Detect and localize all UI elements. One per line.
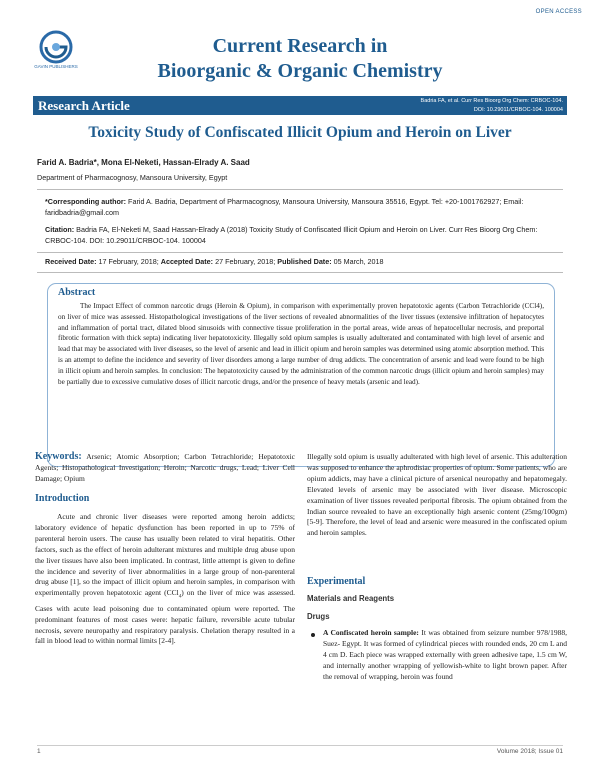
heroin-sample-text: It was obtained from seizure number 978/1988, Suez- Egypt. It was formed of cylindrical pieces with rounded ends, 20 cm L and 4 cm D. Each piece was wrapped externally with green adhesive tape, 1.5 cm W, and internally another wrapping of yellowish-white to light brown paper. After the removal of wrapping, heroin was found — [323, 628, 567, 681]
open-access-badge: OPEN ACCESS — [535, 9, 582, 15]
header-citation-line1: Badria FA, et al. Curr Res Bioorg Org Chem: CRBOC-104. — [420, 98, 563, 104]
corresponding-label: *Corresponding author: — [45, 197, 127, 206]
right-column-paragraph: Illegally sold opium is usually adulterated with high level of arsenic. This adulteration was supposed to enhance the aphrodisiac properties of opium. Some patients, who are opium addicts, may have a clinical picture of arsenical neuropathy and hepatomegaly. Elevated levels of arsenic may be associated with liver disease. Microscopic examination of liver tissues revealed periportal fibrosis. The opium obtained from the Indian source revealed to have an exceptionally high arsenic content (25mg/100gm) [5-9]. Therefore, the level of lead and arsenic were measured in the confiscated opium and heroin samples. — [307, 452, 567, 538]
experimental-heading: Experimental — [307, 576, 366, 587]
citation-block — [45, 224, 565, 246]
article-title: Toxicity Study of Confiscated Illicit Opium and Heroin on Liver — [88, 124, 512, 141]
drugs-heading: Drugs — [307, 612, 330, 621]
journal-title-line1: Current Research in — [212, 35, 388, 57]
header-citation — [421, 97, 563, 115]
intro-text-b: ) on the liver of mice was assessed. Cases with acute lead poisoning due to contaminated opium were reported. The predominant features of most cases were: hepatic failure, reversible acute tubular necrosis, severe neuropathy and respiratory paralysis. Chelation therapy resulted in a fall in blood lead to within normal limits [2-4]. — [35, 588, 295, 646]
divider — [37, 272, 563, 273]
affiliation: Department of Pharmacognosy, Mansoura University, Egypt — [37, 173, 228, 182]
introduction-paragraph — [35, 512, 295, 647]
abstract-text: The Impact Effect of common narcotic drugs (Heroin & Opium), in comparison with experimentally proven hepatotoxic agents (Carbon Tetrachloride (CCl4), on liver of mice was assessed. Histopathological investigations of the liver sections of revealed abnormalities of the liver tissues (extensive infiltration of hepatocytes and inflammation of portal tract, dilated blood sinusoids with connective tissue proliferation in the portal areas, wide areas of hepatocellular necrosis, and preportal fibrotic formation with thick septa) indicating liver hepatotoxicity. Illegally sold opium samples is usually adulterated and contaminated with high level of arsenic and lead that may be associated with liver diseases, so the level of arsenic and lead in illicit opium and heroin samples was determined using atomic absorption method. This is an attempt to define the incidence and severity of liver disorders among a large number of drug addicts. The concentration of arsenic and lead were found to be high in illicit opium and heroin samples. In conclusion: The hepatotoxicity caused by the administration of the common narcotic drugs (illicit opium and heroin samples) may be partially due to excessive cumulative doses of illicit narcotic drugs, and/or the presence of heavy metals (arsenic and lead). — [58, 302, 544, 386]
divider — [37, 252, 563, 253]
intro-subscript: 4 — [178, 594, 182, 600]
heroin-sample-label: A Confiscated heroin sample: — [323, 628, 419, 637]
article-dates — [45, 257, 384, 266]
publisher-name: GAVIN PUBLISHERS — [34, 64, 78, 69]
citation-label: Citation: — [45, 225, 75, 234]
published-label: Published Date: — [277, 257, 332, 266]
author-list: Farid A. Badria*, Mona El-Neketi, Hassan-Elrady A. Saad — [37, 158, 250, 167]
keywords-text: Arsenic; Atomic Absorption; Carbon Tetrachloride; Hepatotoxic Agents; Histopathological Investigation; Heroin; Narcotic drugs, Lead; Liver Cell Damage; Opium — [35, 452, 295, 483]
header-citation-line2[interactable]: DOI: 10.29011/CRBOC-104. 100004 — [473, 107, 563, 113]
introduction-heading: Introduction — [35, 493, 90, 504]
accepted-label: Accepted Date: — [160, 257, 214, 266]
bullet-icon — [311, 633, 315, 637]
keywords-label: Keywords: — [35, 451, 82, 462]
divider — [37, 189, 563, 190]
heroin-sample-item — [323, 628, 567, 683]
article-type-label: Research Article — [38, 98, 130, 113]
page-number: 1 — [37, 748, 41, 755]
volume-info: Volume 2018; Issue 01 — [496, 748, 563, 755]
corresponding-author — [45, 196, 565, 218]
keywords — [35, 452, 295, 485]
abstract-heading: Abstract — [58, 287, 96, 298]
intro-text-a: Acute and chronic liver diseases were reported among heroin addicts; laboratory evidence of hepatic dysfunction has been reported in up to 75% of parenteral heroin users. The cause has usually been related to viral hepatitis. Other factors, such as the effect of heroin adulterant mixtures and multiple drug abuse upon the liver tissues have also been implicated. In contrast, little attempt is given to define the incidence and severity of liver abnormalities in a large group of non-parenteral drug abuse [1], so the impact of illicit opium and heroin samples, in comparison with experimentally proven hepatotoxic agent (CCl — [35, 512, 295, 598]
received-label: Received Date: — [45, 257, 97, 266]
footer-divider — [37, 745, 563, 746]
corresponding-text: Farid A. Badria, Department of Pharmacognosy, Mansoura University, Mansoura 35516, Egypt. Tel: +20-1001762927; Email: faridbadria@gmail.com — [45, 197, 524, 217]
materials-heading: Materials and Reagents — [307, 594, 395, 603]
citation-text: Badria FA, El-Neketi M, Saad Hassan-Elrady A (2018) Toxicity Study of Confiscated Illicit Opium and Heroin on Liver. Curr Res Bioorg Org Chem: CRBOC-104. DOI: 10.29011/CRBOC-104. 100004 — [45, 225, 538, 245]
accepted-date: 27 February, 2018; — [213, 257, 278, 266]
journal-title-line2: Bioorganic & Organic Chemistry — [157, 60, 443, 82]
received-date: 17 February, 2018; — [96, 257, 161, 266]
published-date: 05 March, 2018 — [331, 257, 384, 266]
